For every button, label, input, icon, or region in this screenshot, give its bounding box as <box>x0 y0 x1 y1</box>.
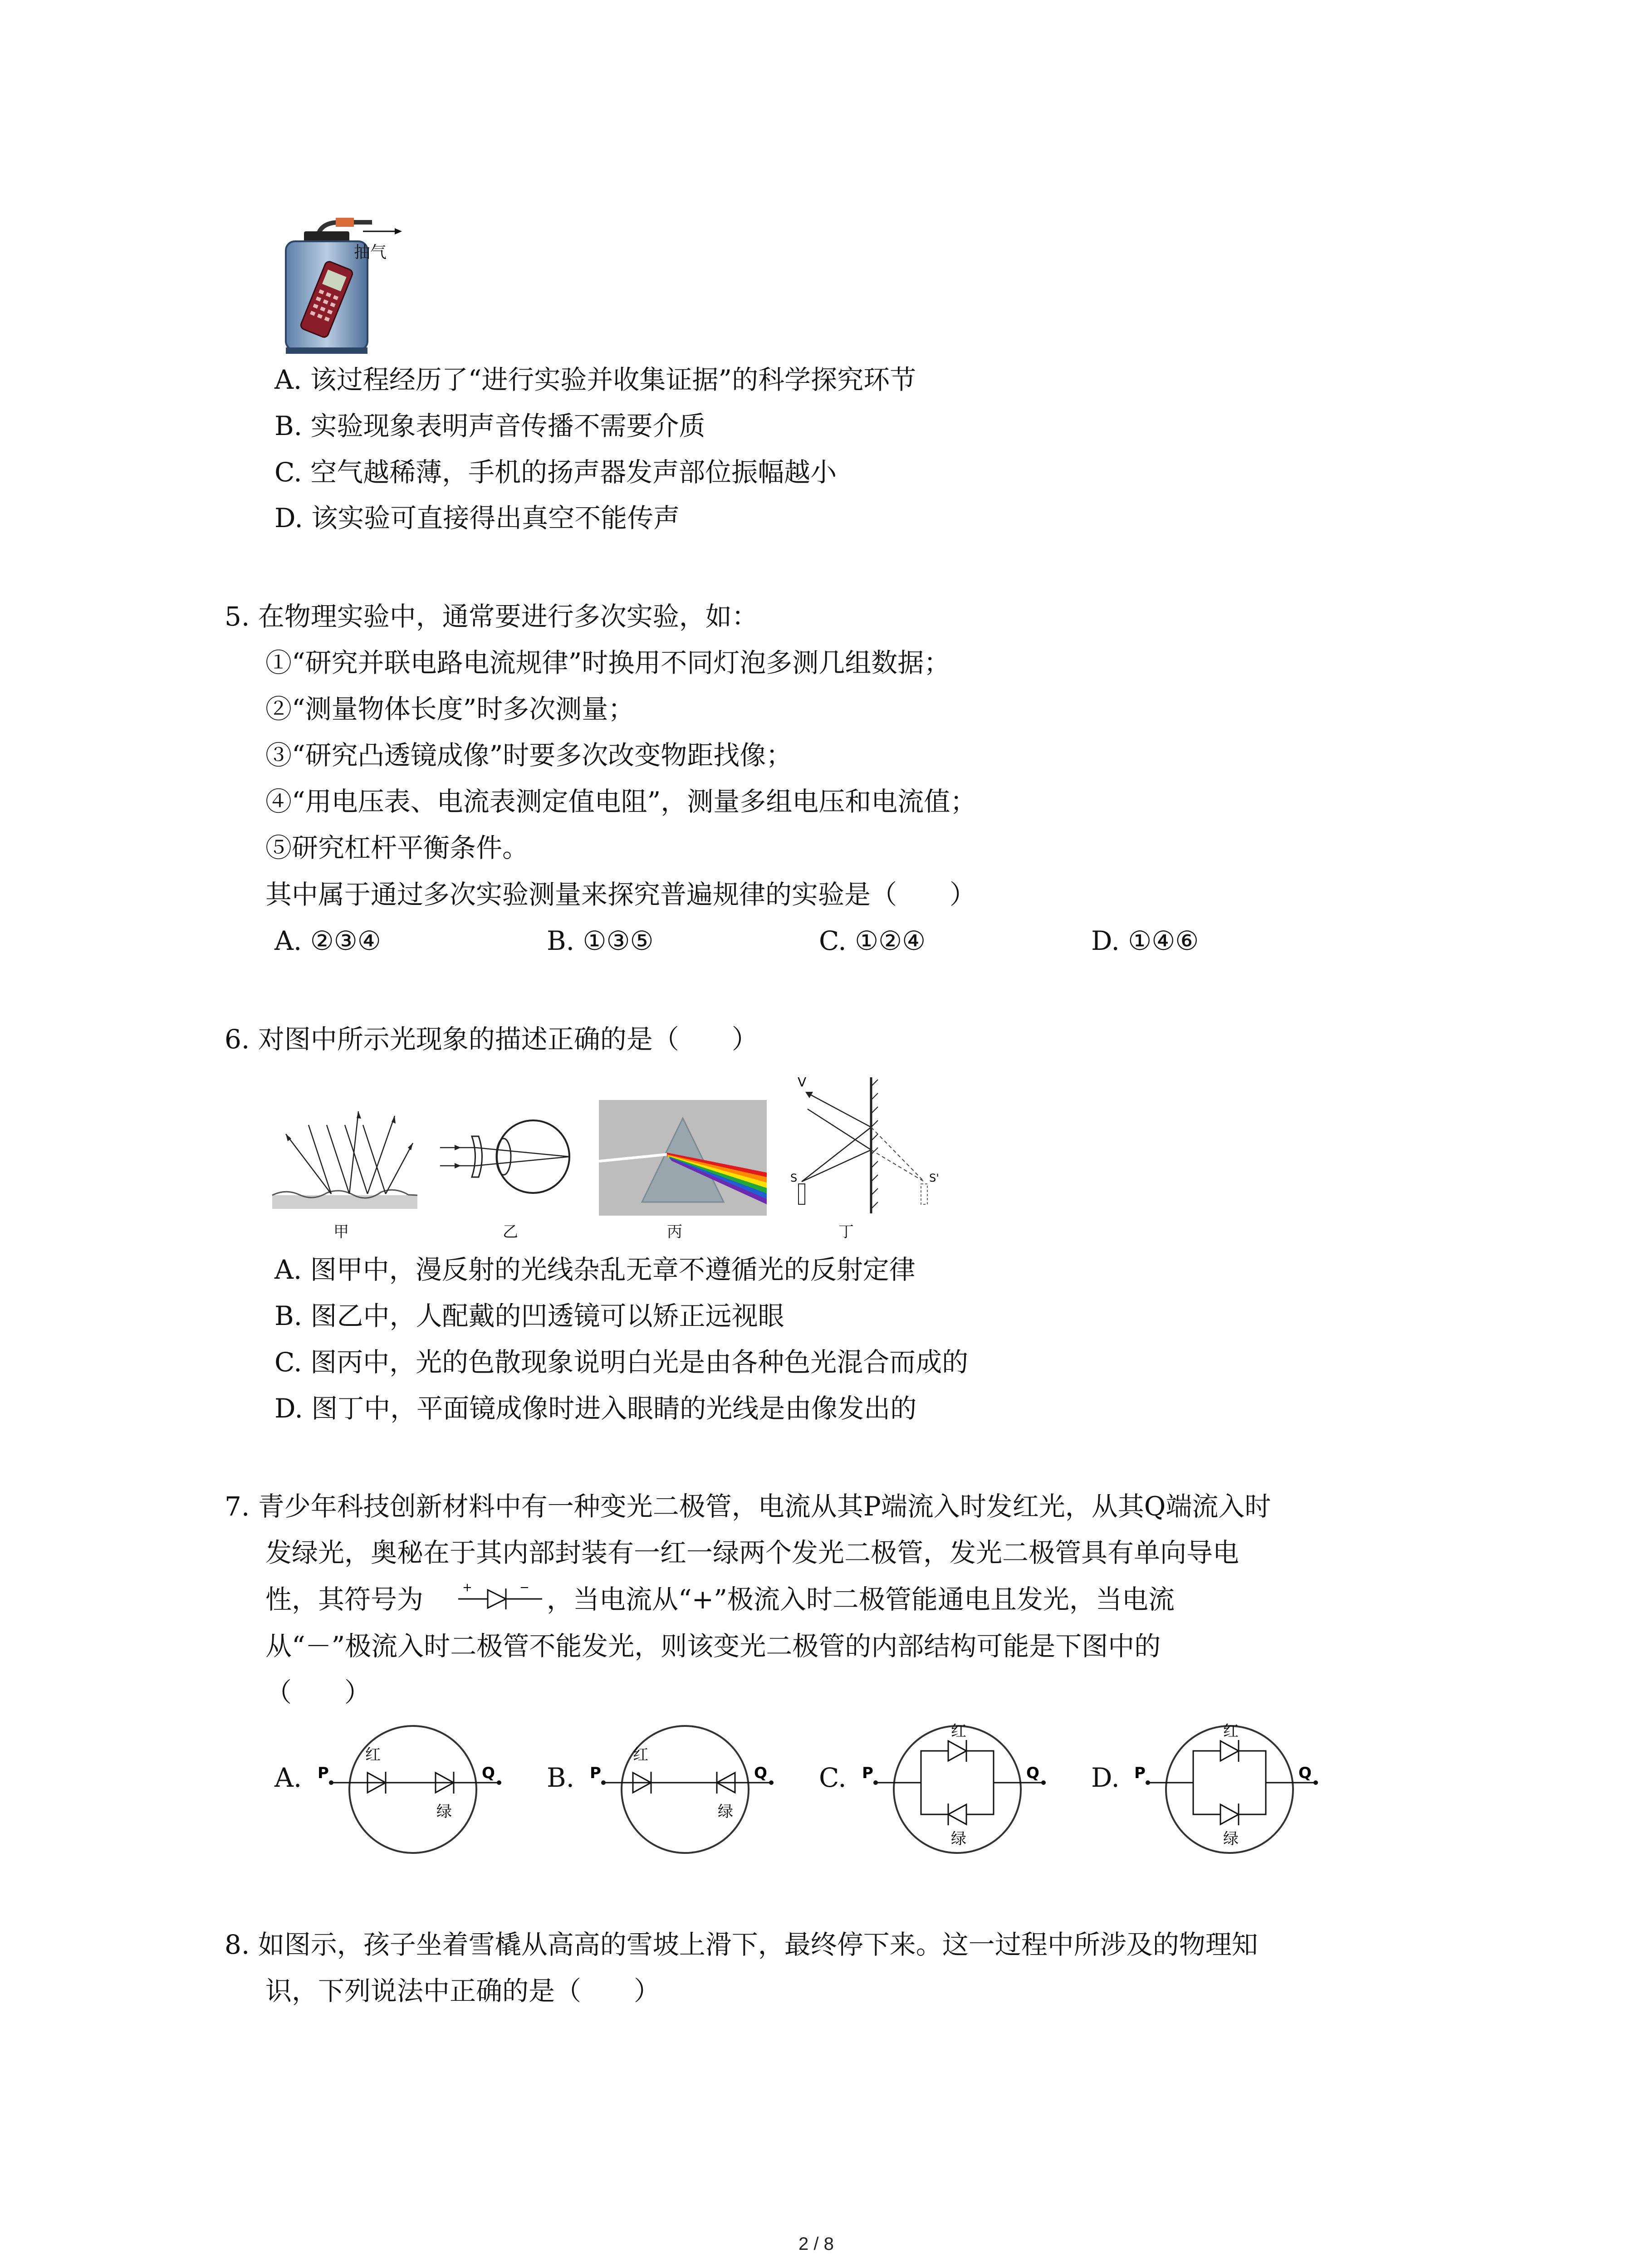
q7-line-1: 7. 青少年科技创新材料中有一种变光二极管，电流从其P端流入时发红光，从其Q端流入时 <box>225 1491 1271 1522</box>
vacuum-jar-phone-illustration <box>272 213 417 358</box>
q7-d-red-label: 红 <box>1223 1722 1239 1740</box>
q6-s-label: S <box>790 1172 798 1184</box>
q6-s-prime-label: S' <box>929 1172 939 1184</box>
q6-figure-yi <box>436 1102 590 1211</box>
q7-d-p-label: P <box>1134 1764 1146 1782</box>
q7-symbol-minus: − <box>519 1581 529 1594</box>
q7-c-green-label: 绿 <box>951 1830 966 1848</box>
page-number: 2 / 8 <box>798 2234 834 2254</box>
q7-a-red-label: 红 <box>365 1746 381 1764</box>
q7-circuit-c <box>862 1715 1053 1864</box>
q7-diode-symbol <box>456 1579 547 1615</box>
q5-item-4: ④“用电压表、电流表测定值电阻”，测量多组电压和电流值； <box>265 786 977 817</box>
q7-c-q-label: Q <box>1026 1764 1039 1782</box>
q4-figure <box>272 213 417 358</box>
q8-line-2: 识，下列说法中正确的是（ ） <box>265 1975 661 2006</box>
q7-b-p-label: P <box>590 1764 601 1782</box>
q6-caption-ding: 丁 <box>838 1223 854 1241</box>
q7-d-q-label: Q <box>1298 1764 1312 1782</box>
q7-option-c: C. <box>819 1762 847 1793</box>
q7-option-d: D. <box>1091 1762 1120 1793</box>
q4-option-d: D. 该实验可直接得出真空不能传声 <box>274 503 680 533</box>
q6-option-a: A. 图甲中，漫反射的光线杂乱无章不遵循光的反射定律 <box>274 1254 916 1285</box>
q7-b-red-label: 红 <box>633 1746 648 1764</box>
q7-c-red-label: 红 <box>951 1722 966 1740</box>
q6-eye-label: V <box>798 1075 807 1090</box>
q6-caption-jia: 甲 <box>333 1223 349 1241</box>
q7-line-5: （ ） <box>265 1677 371 1708</box>
q7-line-3a: 性，其符号为 <box>265 1584 424 1615</box>
q7-a-q-label: Q <box>482 1764 495 1782</box>
q6-figure-ding <box>780 1068 944 1218</box>
q7-d-green-label: 绿 <box>1223 1830 1239 1848</box>
q5-item-2: ②“测量物体长度”时多次测量； <box>265 694 635 724</box>
q5-option-d: D. ①④⑥ <box>1091 925 1199 956</box>
q7-c-p-label: P <box>862 1764 873 1782</box>
q5-item-1: ①“研究并联电路电流规律”时换用不同灯泡多测几组数据； <box>265 647 950 678</box>
q5-item-3: ③“研究凸透镜成像”时要多次改变物距找像； <box>265 740 793 771</box>
q6-figure-jia <box>268 1098 422 1216</box>
q5-stem: 5. 在物理实验中，通常要进行多次实验，如： <box>225 601 758 632</box>
q6-figure-bing <box>599 1100 767 1216</box>
q6-caption-yi: 乙 <box>503 1223 518 1241</box>
q7-option-a: A. <box>274 1762 302 1793</box>
q7-a-p-label: P <box>318 1764 329 1782</box>
q7-b-q-label: Q <box>754 1764 767 1782</box>
q5-option-a: A. ②③④ <box>274 925 381 956</box>
q4-option-b: B. 实验现象表明声音传播不需要介质 <box>274 411 705 441</box>
q7-circuit-b <box>590 1715 780 1864</box>
q6-option-b: B. 图乙中，人配戴的凹透镜可以矫正远视眼 <box>274 1300 784 1331</box>
q5-item-5: ⑤研究杠杆平衡条件。 <box>265 832 529 863</box>
q7-b-green-label: 绿 <box>718 1803 733 1821</box>
q8-line-1: 8. 如图示，孩子坐着雪橇从高高的雪坡上滑下，最终停下来。这一过程中所涉及的物理知 <box>225 1929 1258 1960</box>
q6-option-d: D. 图丁中，平面镜成像时进入眼睛的光线是由像发出的 <box>274 1393 917 1424</box>
q6-stem: 6. 对图中所示光现象的描述正确的是（ ） <box>225 1024 758 1055</box>
q7-a-green-label: 绿 <box>436 1803 452 1821</box>
q7-line-4: 从“－”极流入时二极管不能发光，则该变光二极管的内部结构可能是下图中的 <box>265 1631 1161 1662</box>
q4-option-a: A. 该过程经历了“进行实验并收集证据”的科学探究环节 <box>274 364 916 395</box>
q6-caption-bing: 丙 <box>667 1223 682 1241</box>
q5-question: 其中属于通过多次实验测量来探究普遍规律的实验是（ ） <box>265 879 976 910</box>
q5-option-c: C. ①②④ <box>819 925 926 956</box>
q7-option-b: B. <box>547 1762 575 1793</box>
q7-circuit-a <box>318 1715 508 1864</box>
q4-option-c: C. 空气越稀薄，手机的扬声器发声部位振幅越小 <box>274 457 837 488</box>
q4-figure-label: 抽气 <box>354 243 387 262</box>
q5-option-b: B. ①③⑤ <box>547 925 654 956</box>
q7-circuit-d <box>1134 1715 1325 1864</box>
q6-option-c: C. 图丙中，光的色散现象说明白光是由各种色光混合而成的 <box>274 1347 969 1378</box>
q7-symbol-plus: + <box>462 1581 472 1594</box>
q7-line-3b: ，当电流从“+”极流入时二极管能通电且发光，当电流 <box>547 1584 1175 1615</box>
q7-line-2: 发绿光，奥秘在于其内部封装有一红一绿两个发光二极管，发光二极管具有单向导电 <box>265 1537 1239 1568</box>
